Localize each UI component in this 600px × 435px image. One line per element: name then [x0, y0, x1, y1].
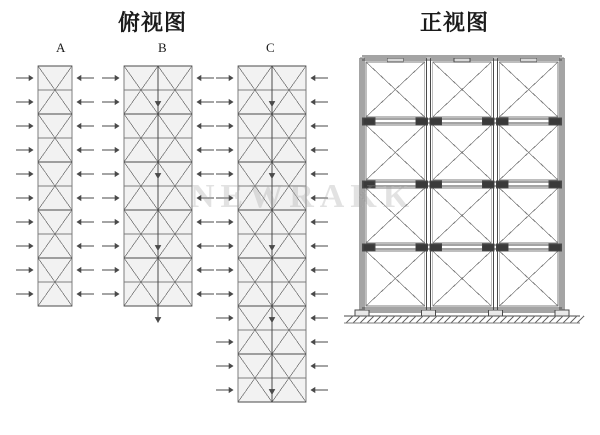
rack-label-c: C [266, 40, 275, 55]
rack-label-b: B [158, 40, 167, 55]
plan-view-title: 俯视图 [118, 10, 188, 35]
rack-label-a: A [56, 40, 66, 55]
front-view-title: 正视图 [420, 10, 490, 35]
watermark-text: NEWRAKK [190, 178, 416, 215]
